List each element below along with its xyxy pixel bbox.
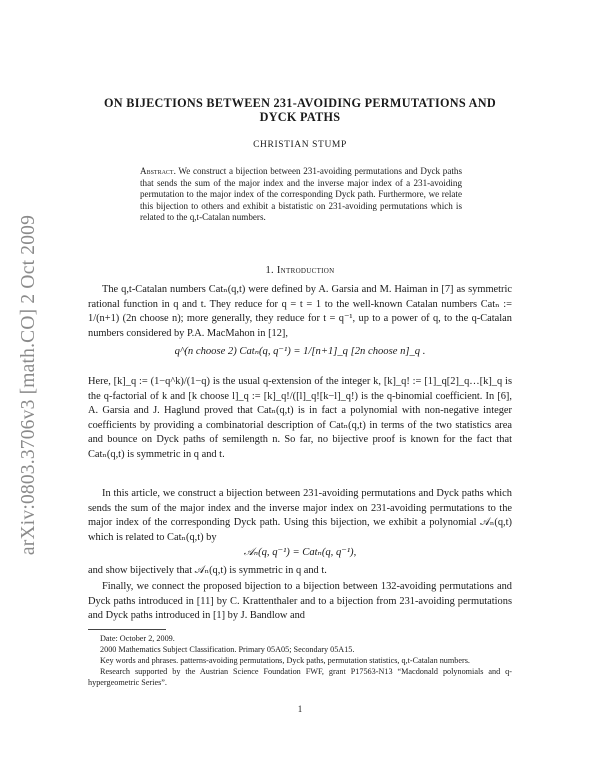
author-name: CHRISTIAN STUMP [253,140,347,150]
arxiv-identifier-stamp [14,170,44,600]
paragraph-2-block [88,375,512,463]
footnotes [88,633,512,688]
paragraph-5-block [88,580,512,624]
paragraph-1: The q,t-Catalan numbers Catₙ(q,t) were defined by A. Garsia and M. Haiman in [7] as symmetric rational function in q and t. They reduce for q = t = 1 to the well-known Catalan numbers Catₙ := 1/(n+1) (2n choose n); more generally, they reduce for t = q⁻¹, up to a power of q, to the q-Catalan numbers considered by P.A. MacMahon in [12], [88,284,512,339]
arxiv-stamp-text: arXiv:0803.3706v3 [math.CO] 2 Oct 2009 [18,214,40,556]
footnote-msc: 2000 Mathematics Subject Classification. Primary 05A05; Secondary 05A15. [100,645,355,654]
paragraph-4-block [88,564,512,579]
title-line-2: DYCK PATHS [259,110,341,124]
paragraph-5: Finally, we connect the proposed bijection to a bijection between 132-avoiding permutations and Dyck paths introduced in [11] by C. Krattenthaler and to a bijection from 231-avoiding permutations and Dyck paths introduced in [1] by J. Bandlow and [88,581,512,622]
abstract-label: Abstract. [140,166,176,176]
equation-1: q^(n choose 2) Catₙ(q, q⁻¹) = 1/[n+1]_q [2n choose n]_q . [174,346,426,357]
paragraph-3: In this article, we construct a bijection between 231-avoiding permutations and Dyck paths which sends the sum of the major index and the inverse major index on 231-avoiding permutations to the major index of the corresponding Dyck path. Using this bijection, we exhibit a polynomial 𝒜ₙ(q,t) which is related to Catₙ(q,t) by [88,488,512,543]
footnote-keywords: Key words and phrases. patterns-avoiding permutations, Dyck paths, permutation statistics, q,t-Catalan numbers. [100,656,470,665]
equation-2: 𝒜ₙ(q, q⁻¹) = Catₙ(q, q⁻¹), [243,547,357,558]
paragraph-1-block [88,283,512,341]
footnote-date: Date: October 2, 2009. [100,634,175,643]
paragraph-2: Here, [k]_q := (1−q^k)/(1−q) is the usual q-extension of the integer k, [k]_q! := [1]_q[2]_q…[k]_q is the q-factorial of k and [k choose l]_q := [k]_q!/([l]_q![k−l]_q!) is the q-binomial coefficient. In [6], A. Garsia and J. Haglund proved that Catₙ(q,t) is in fact a polynomial with non-negative integer coefficients by providing a combinatorial description of Catₙ(q,t) in terms of the two statistics area and bounce on Dyck paths of semilength n. So far, no bijective proof is known for the fact that Catₙ(q,t) is symmetric in q and t. [88,376,512,460]
abstract-text: We construct a bijection between 231-avoiding permutations and Dyck paths that sends the sum of the major index and the inverse major index of a 231-avoiding permutation to the major index of the corresponding Dyck path. Furthermore, we relate this bijection to others and exhibit a bistatistic on 231-avoiding permutations which is related to the q,t-Catalan numbers. [140,166,462,223]
title-line-1: ON BIJECTIONS BETWEEN 231-AVOIDING PERMUTATIONS AND [104,96,496,110]
paragraph-3-block [88,487,512,545]
paragraph-4: and show bijectively that 𝒜ₙ(q,t) is symmetric in q and t. [88,565,327,576]
page-number: 1 [297,704,303,714]
paper-title [60,96,540,124]
section-heading: 1. Introduction [265,265,335,276]
footnote-rule [88,629,166,630]
footnote-support: Research supported by the Austrian Science Foundation FWF, grant P17563-N13 “Macdonald polynomials and q-hypergeometric Series”. [88,667,512,687]
abstract [140,166,462,224]
